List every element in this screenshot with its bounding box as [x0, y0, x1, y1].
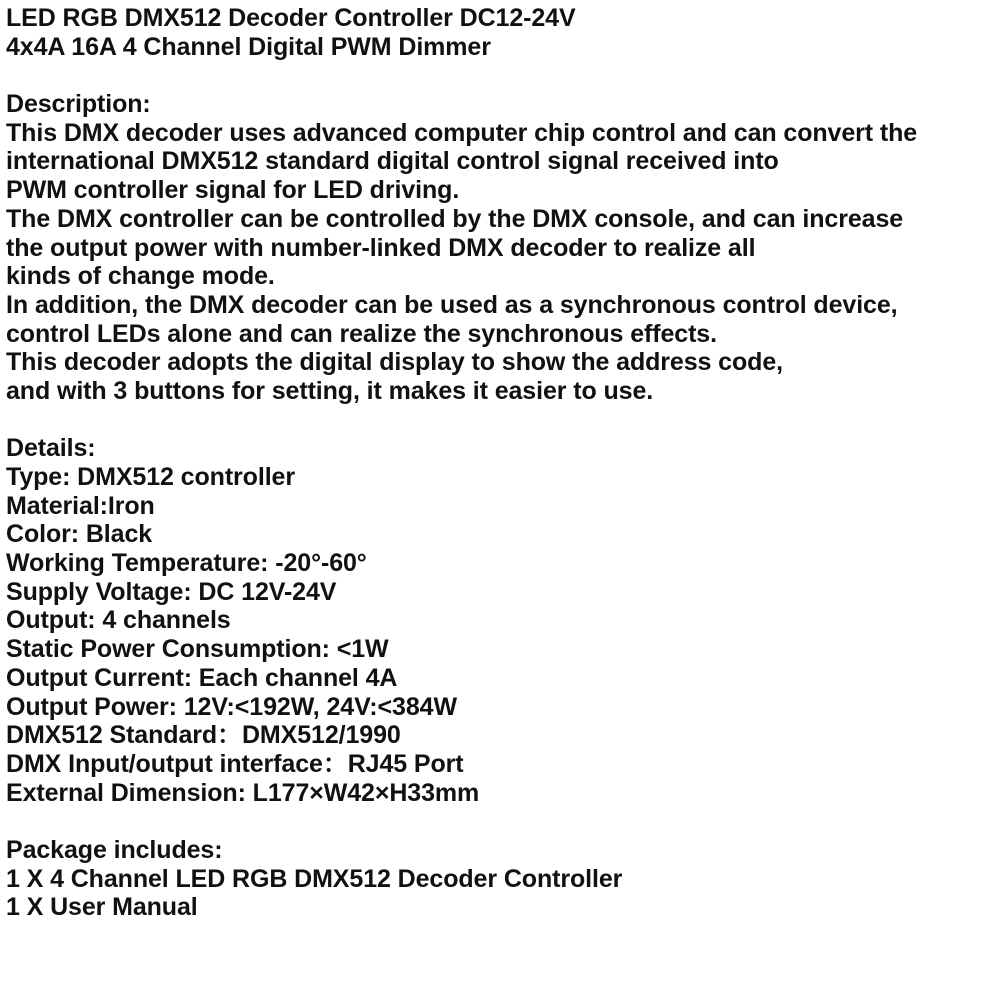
detail-output: Output: 4 channels: [6, 606, 231, 635]
title-line-2: 4x4A 16A 4 Channel Digital PWM Dimmer: [6, 32, 491, 61]
detail-type: Type: DMX512 controller: [6, 463, 295, 491]
package-item: 1 X 4 Channel LED RGB DMX512 Decoder Controller: [6, 864, 623, 893]
detail-color: Color: Black: [6, 520, 153, 549]
section-spacer: [6, 406, 996, 435]
description-line: This DMX decoder uses advanced computer chip control and can convert the: [6, 118, 918, 147]
description-heading: Description:: [6, 90, 151, 119]
description-line: the output power with number-linked DMX decoder to realize all: [6, 233, 756, 262]
detail-working-temperature: Working Temperature: -20°-60°: [6, 549, 367, 578]
description-line: kinds of change mode.: [6, 262, 275, 291]
detail-supply-voltage: Supply Voltage: DC 12V-24V: [6, 577, 337, 606]
section-spacer: [6, 61, 996, 90]
title-line-1: LED RGB DMX512 Decoder Controller DC12-24V: [6, 4, 576, 32]
description-line: PWM controller signal for LED driving.: [6, 176, 460, 205]
description-line: This decoder adopts the digital display to show the address code,: [6, 348, 783, 377]
detail-output-power: Output Power: 12V:<192W, 24V:<384W: [6, 692, 457, 721]
package-item: 1 X User Manual: [6, 893, 198, 922]
description-line: control LEDs alone and can realize the synchronous effects.: [6, 319, 717, 348]
package-heading: Package includes:: [6, 835, 223, 864]
detail-interface: DMX Input/output interface：RJ45 Port: [6, 749, 464, 778]
detail-material: Material:Iron: [6, 491, 155, 520]
detail-dimension: External Dimension: L177×W42×H33mm: [6, 778, 480, 807]
details-heading: Details:: [6, 434, 96, 463]
product-description-document: [6, 4, 996, 922]
description-line: and with 3 buttons for setting, it makes it easier to use.: [6, 376, 654, 405]
detail-dmx-standard: DMX512 Standard：DMX512/1990: [6, 721, 401, 750]
section-spacer: [6, 807, 996, 836]
description-line: In addition, the DMX decoder can be used as a synchronous control device,: [6, 290, 898, 319]
detail-static-power: Static Power Consumption: <1W: [6, 635, 389, 664]
description-line: international DMX512 standard digital control signal received into: [6, 147, 779, 176]
detail-output-current: Output Current: Each channel 4A: [6, 663, 398, 692]
description-line: The DMX controller can be controlled by the DMX console, and can increase: [6, 204, 904, 233]
